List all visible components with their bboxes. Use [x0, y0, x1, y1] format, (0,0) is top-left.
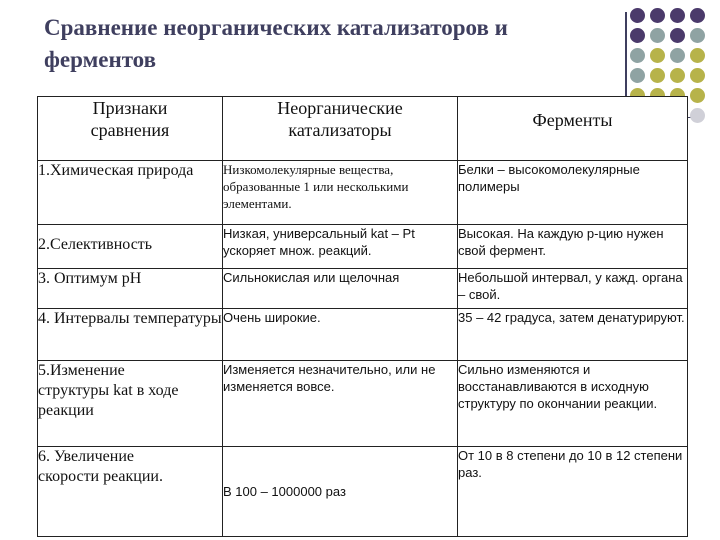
cell-inorganic: Изменяется незначительно, или не изменяется вовсе. — [223, 361, 458, 447]
slide-title: Сравнение неорганических катализаторов и ферментов — [44, 15, 508, 72]
decor-dot — [690, 48, 705, 63]
cell-criteria: 4. Интервалы температуры — [38, 309, 223, 361]
cell-enzymes: От 10 в 8 степени до 10 в 12 степени раз. — [458, 447, 688, 537]
cell-inorganic: Низкая, универсальный kat – Pt ускоряет множ. реакций. — [223, 225, 458, 269]
decor-dot — [690, 88, 705, 103]
header-enzymes — [458, 97, 688, 161]
decor-dot — [690, 108, 705, 123]
cell-inorganic: Низкомолекулярные вещества, образованные 1 или несколькими элементами. — [223, 161, 458, 225]
table-row — [38, 225, 688, 269]
cell-criteria-text: 5.Изменение структуры kat в ходе реакции — [38, 362, 179, 419]
cell-enzymes: Небольшой интервал, у кажд. органа – свой. — [458, 269, 688, 309]
cell-criteria: 3. Оптимум рН — [38, 269, 223, 309]
cell-enzymes: Сильно изменяются и восстанавливаются в исходную структуру по окончании реакции. — [458, 361, 688, 447]
decor-dot — [650, 48, 665, 63]
decor-dot — [670, 28, 685, 43]
table-header-row — [38, 97, 688, 161]
decor-dot — [630, 68, 645, 83]
header-criteria-label: Признаки сравнения — [90, 98, 170, 140]
decor-dot — [690, 28, 705, 43]
decor-dot — [670, 48, 685, 63]
decor-dot — [670, 68, 685, 83]
header-enzymes-label: Ферменты — [532, 110, 613, 130]
decor-dot — [690, 68, 705, 83]
cell-inorganic: Сильнокислая или щелочная — [223, 269, 458, 309]
decor-dot — [650, 68, 665, 83]
cell-inorganic: Очень широкие. — [223, 309, 458, 361]
header-inorganic-label: Неорганические катализаторы — [277, 98, 403, 140]
cell-enzymes: Белки – высокомолекулярные полимеры — [458, 161, 688, 225]
decor-dot — [690, 8, 705, 23]
cell-criteria-text: 6. Увеличение скорости реакции. — [38, 448, 163, 485]
decor-dot — [630, 8, 645, 23]
decor-dot — [630, 28, 645, 43]
cell-inorganic-text: В 100 – 1000000 раз — [223, 484, 346, 499]
cell-criteria — [38, 361, 223, 447]
cell-enzymes: 35 – 42 градуса, затем денатурируют. — [458, 309, 688, 361]
table-row — [38, 361, 688, 447]
table-row — [38, 161, 688, 225]
cell-criteria: 1.Химическая природа — [38, 161, 223, 225]
cell-enzymes: Высокая. На каждую р-цию нужен свой фермент. — [458, 225, 688, 269]
decor-dot — [670, 8, 685, 23]
table-row — [38, 309, 688, 361]
table-row — [38, 447, 688, 537]
header-inorganic — [223, 97, 458, 161]
decor-dot — [650, 28, 665, 43]
decor-dot — [650, 8, 665, 23]
cell-inorganic — [223, 447, 458, 537]
header-criteria — [38, 97, 223, 161]
table-row — [38, 269, 688, 309]
cell-criteria — [38, 225, 223, 269]
cell-criteria-text: 2.Селективность — [38, 236, 153, 253]
cell-criteria — [38, 447, 223, 537]
decor-dot — [630, 48, 645, 63]
comparison-table — [37, 96, 688, 537]
